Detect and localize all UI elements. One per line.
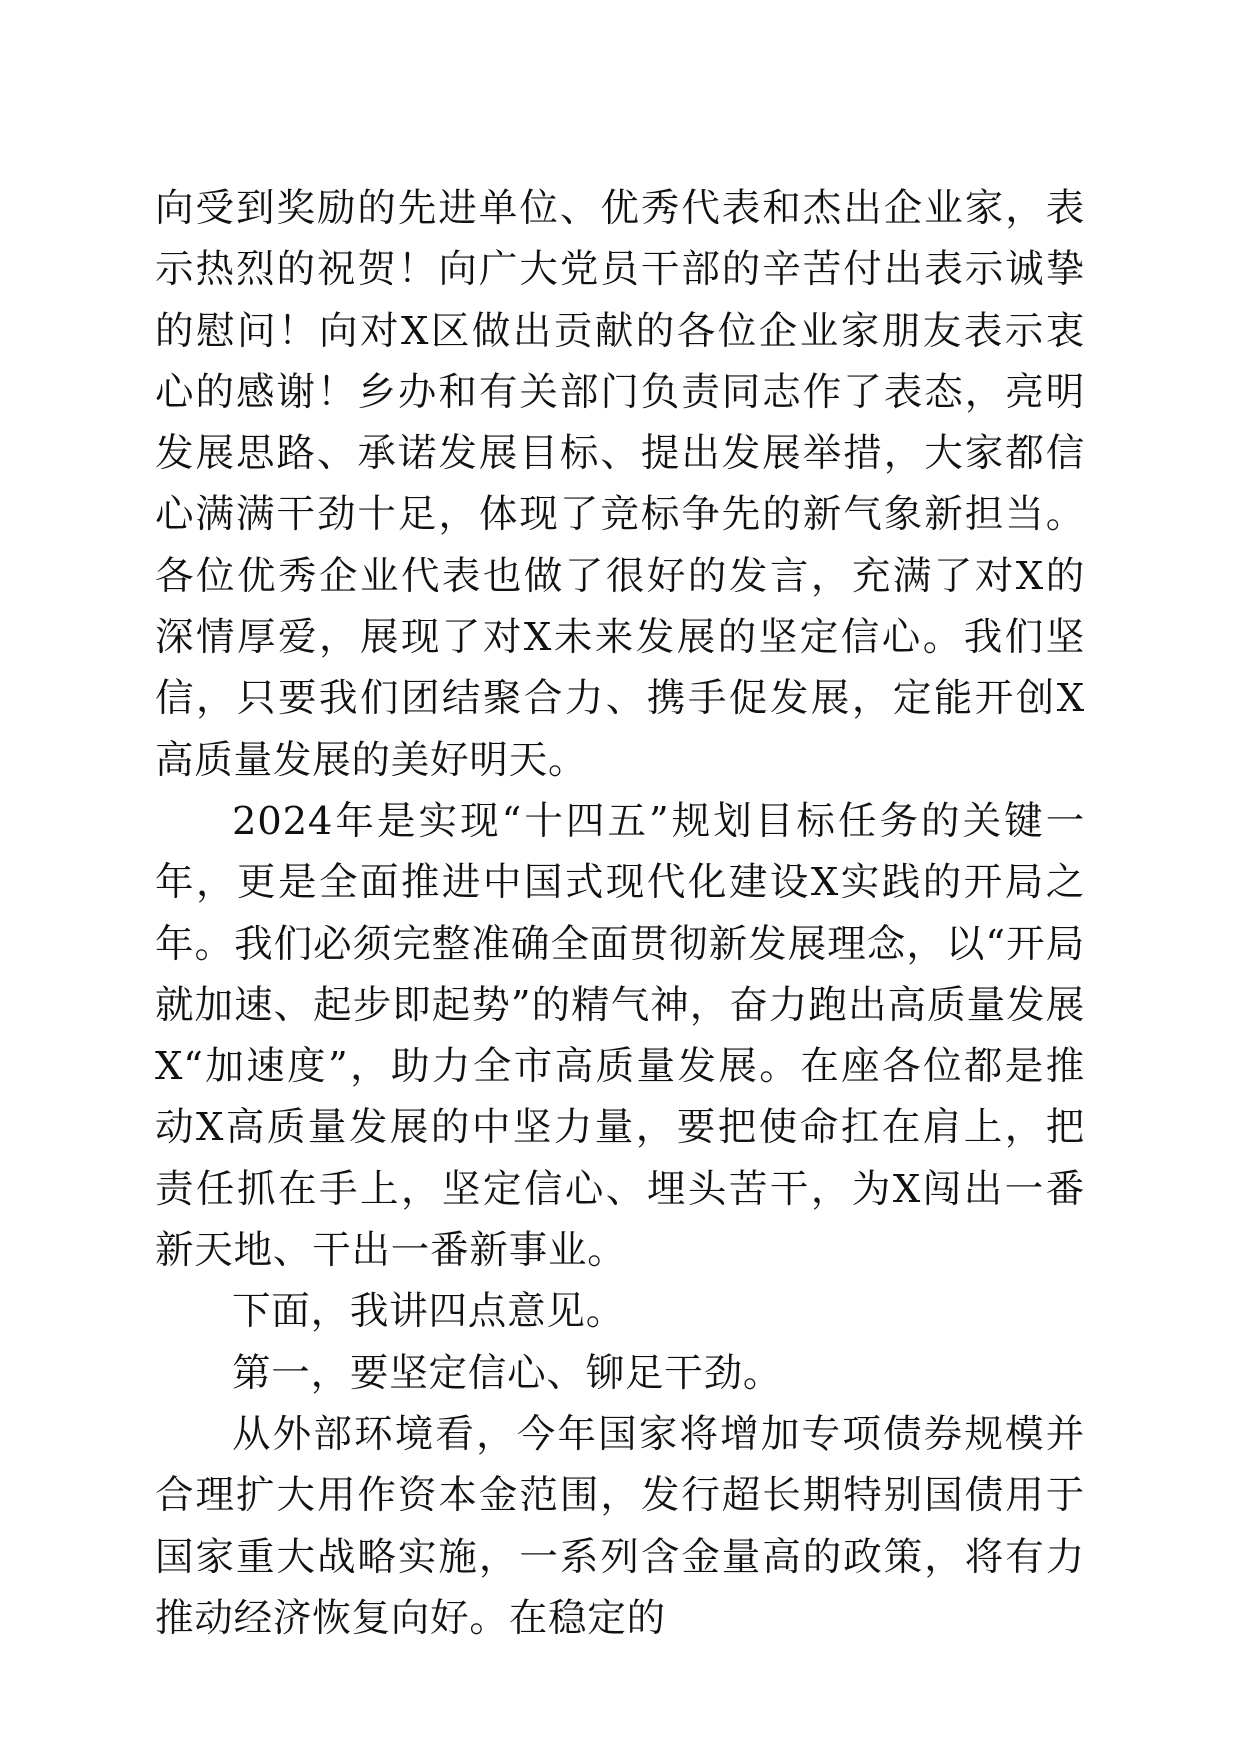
document-body [155,178,1085,1649]
paragraph-first-point-heading: 第一，要坚定信心、铆足干劲。 [232,1350,783,1396]
paragraph-congratulations: 向受到奖励的先进单位、优秀代表和杰出企业家，表示热烈的祝贺！向广大党员干部的辛苦付出表示诚挚的慰问！向对X区做出贡献的各位企业家朋友表示衷心的感谢！乡办和有关部门负责同志作了表态，亮明发展思路、承诺发展目标、提出发展举措，大家都信心满满干劲十足，体现了竞标争先的新气象新担当。各位优秀企业代表也做了很好的发言，充满了对X的深情厚爱，展现了对X未来发展的坚定信心。我们坚信，只要我们团结聚合力、携手促发展，定能开创X高质量发展的美好明天。 [155,186,1085,783]
paragraph-2024-key-year: 2024年是实现“十四五”规划目标任务的关键一年，更是全面推进中国式现代化建设X实践的开局之年。我们必须完整准确全面贯彻新发展理念，以“开局就加速、起步即起势”的精气神，奋力跑出高质量发展X“加速度”，助力全市高质量发展。在座各位都是推动X高质量发展的中坚力量，要把使命扛在肩上，把责任抓在手上，坚定信心、埋头苦干，为X闯出一番新天地、干出一番新事业。 [155,798,1085,1274]
paragraph-external-environment: 从外部环境看，今年国家将增加专项债券规模并合理扩大用作资本金范围，发行超长期特别国债用于国家重大战略实施，一系列含金量高的政策，将有力推动经济恢复向好。在稳定的 [155,1411,1085,1641]
paragraph-four-opinions-intro: 下面，我讲四点意见。 [232,1289,626,1335]
